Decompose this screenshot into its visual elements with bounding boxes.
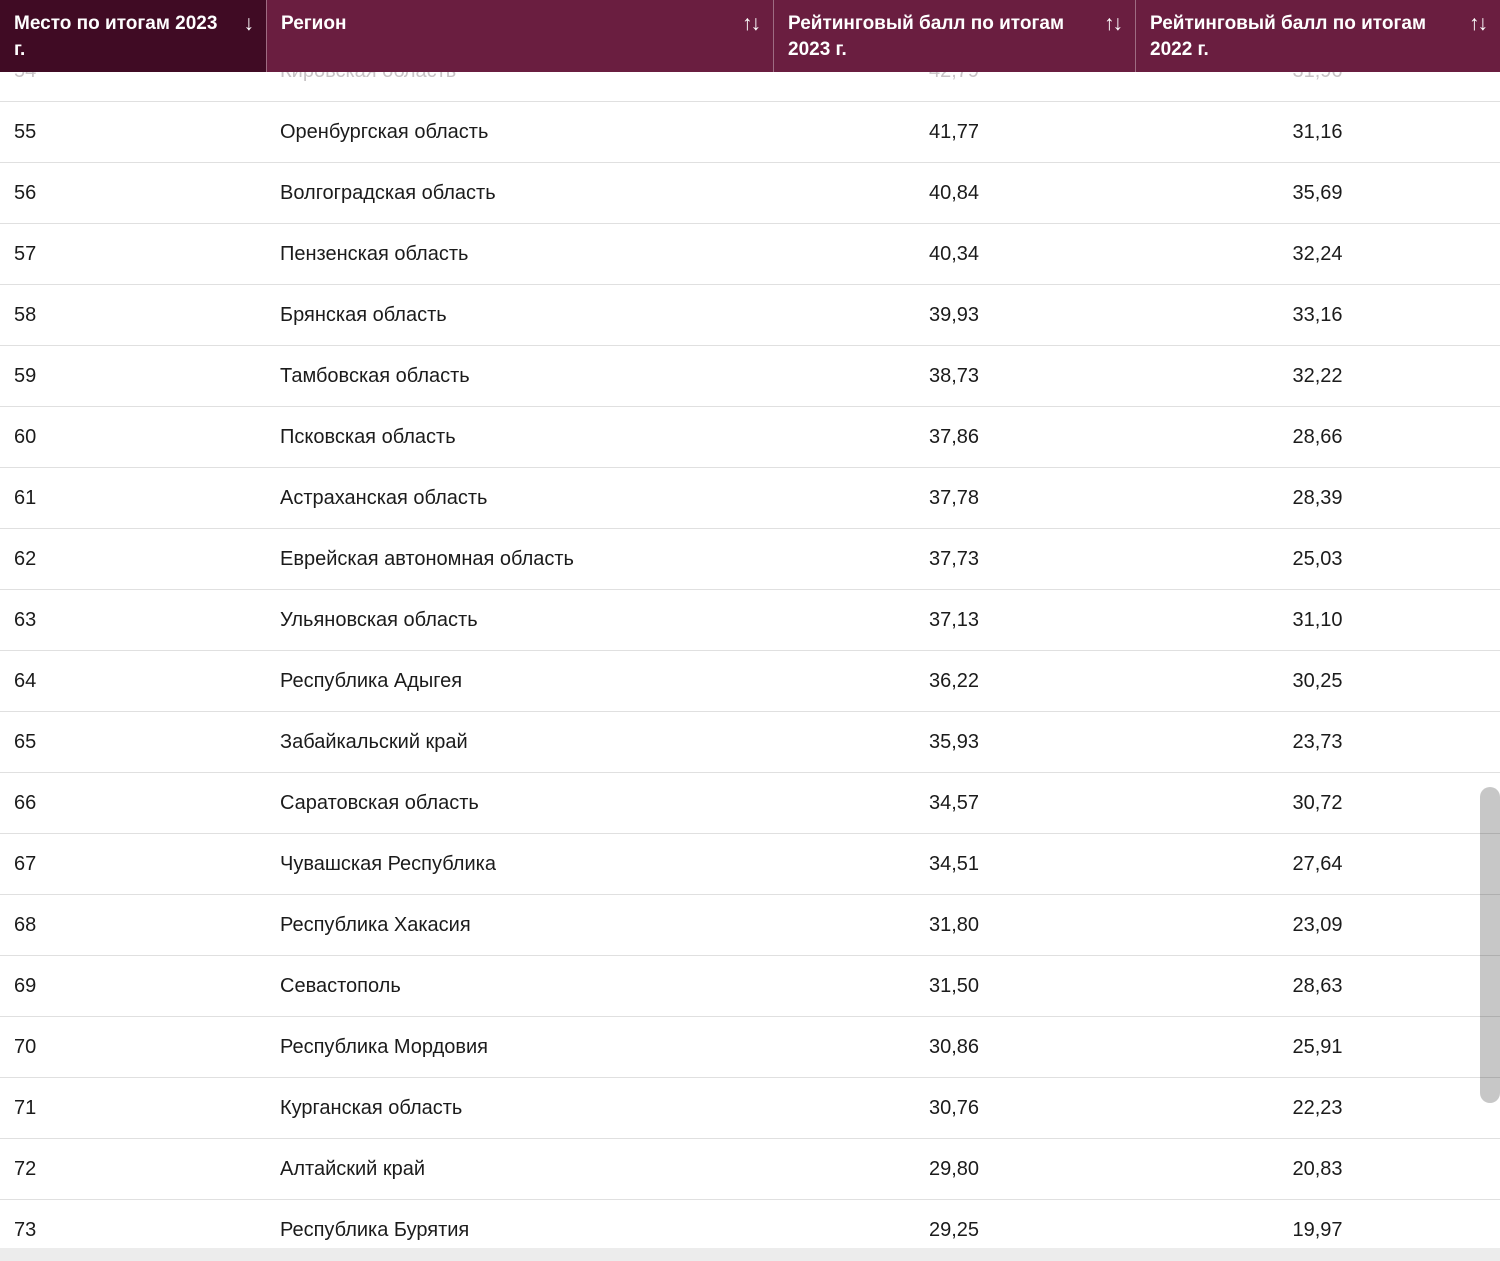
cell-region: Астраханская область — [280, 486, 488, 509]
cell-region: Псковская область — [280, 425, 456, 448]
cell-score-2022: 28,39 — [1292, 486, 1343, 509]
cell-place: 58 — [14, 303, 37, 326]
cell-score-2022: 30,25 — [1292, 669, 1343, 692]
cell-score-2022: 22,23 — [1292, 1096, 1343, 1119]
sort-arrows-icon[interactable]: ↑↓ — [1469, 12, 1486, 35]
cell-region: Еврейская автономная область — [280, 547, 574, 570]
cell-score-2022: 23,73 — [1292, 730, 1343, 753]
cell-score-2023: 37,78 — [928, 486, 980, 509]
cell-region: Оренбургская область — [280, 120, 489, 143]
cell-place: 56 — [14, 181, 37, 204]
cell-region: Республика Бурятия — [280, 1218, 470, 1241]
cell-score-2023: 31,50 — [928, 974, 980, 997]
cell-region: Ульяновская область — [280, 608, 478, 631]
table-row — [0, 407, 1500, 468]
cell-place: 69 — [14, 974, 37, 997]
cell-place: 65 — [14, 730, 37, 753]
header-cell-place[interactable] — [0, 0, 266, 72]
cell-region: Республика Хакасия — [280, 913, 471, 936]
cell-score-2022: 32,24 — [1292, 242, 1343, 265]
cell-place: 73 — [14, 1218, 37, 1241]
table-row — [0, 712, 1500, 773]
cell-region: Республика Мордовия — [280, 1035, 488, 1058]
cell-place: 66 — [14, 791, 37, 814]
cell-score-2022: 25,03 — [1292, 547, 1343, 570]
table-row — [0, 346, 1500, 407]
header-label: Рейтинговый балл по итогам 2023 г. — [788, 13, 1065, 60]
table-row — [0, 590, 1500, 651]
cell-score-2023: 41,77 — [928, 120, 980, 143]
table-row — [0, 1017, 1500, 1078]
cell-place: 61 — [14, 486, 37, 509]
cell-score-2023: 30,76 — [928, 1096, 980, 1119]
cell-region: Забайкальский край — [280, 730, 468, 753]
cell-score-2023: 36,22 — [928, 669, 980, 692]
table-row — [0, 1078, 1500, 1139]
sort-arrows-icon[interactable]: ↑↓ — [742, 12, 759, 35]
cell-score-2023: 29,80 — [928, 1157, 980, 1180]
cell-score-2022: 25,91 — [1292, 1035, 1343, 1058]
table-row — [0, 895, 1500, 956]
cell-score-2022: 28,63 — [1292, 974, 1343, 997]
cell-region: Пензенская область — [280, 242, 469, 265]
cell-region: Саратовская область — [280, 791, 479, 814]
cell-score-2023: 38,73 — [928, 364, 980, 387]
header-label: Рейтинговый балл по итогам 2022 г. — [1150, 13, 1427, 60]
sort-arrows-icon[interactable]: ↓ — [243, 12, 252, 35]
cell-score-2023: 29,25 — [928, 1218, 980, 1241]
cell-place: 64 — [14, 669, 37, 692]
cell-score-2023: 37,73 — [928, 547, 980, 570]
cell-place: 67 — [14, 852, 37, 875]
table-row — [0, 651, 1500, 712]
cell-place: 59 — [14, 364, 37, 387]
table-row — [0, 102, 1500, 163]
cell-place: 72 — [14, 1157, 37, 1180]
header-cell-score-2022[interactable] — [1135, 0, 1500, 72]
table-header — [0, 0, 1500, 72]
cell-score-2023: 34,51 — [928, 852, 980, 875]
cell-region: Республика Адыгея — [280, 669, 463, 692]
cell-region: Курганская область — [280, 1096, 463, 1119]
cell-place: 63 — [14, 608, 37, 631]
cell-score-2022: 31,16 — [1292, 120, 1343, 143]
cell-place: 60 — [14, 425, 37, 448]
cell-score-2022: 27,64 — [1292, 852, 1343, 875]
cell-score-2023: 34,57 — [928, 791, 980, 814]
table-row — [0, 224, 1500, 285]
cell-place: 55 — [14, 120, 37, 143]
cell-score-2022: 35,69 — [1292, 181, 1343, 204]
cell-score-2022: 32,22 — [1292, 364, 1343, 387]
cell-score-2022: 31,10 — [1292, 608, 1343, 631]
cell-score-2023: 40,84 — [928, 181, 980, 204]
cell-place: 71 — [14, 1096, 37, 1119]
cell-score-2022: 19,97 — [1292, 1218, 1343, 1241]
header-label: Место по итогам 2023 г. — [14, 13, 218, 60]
cell-place: 57 — [14, 242, 37, 265]
cell-score-2022: 28,66 — [1292, 425, 1343, 448]
cell-score-2022: 23,09 — [1292, 913, 1343, 936]
cell-score-2022: 33,16 — [1292, 303, 1343, 326]
cell-score-2023: 39,93 — [928, 303, 980, 326]
header-label: Регион — [281, 13, 347, 34]
header-cell-region[interactable] — [266, 0, 773, 72]
cell-region: Брянская область — [280, 303, 447, 326]
table-row — [0, 468, 1500, 529]
table-row — [0, 773, 1500, 834]
table-row — [0, 163, 1500, 224]
table-row — [0, 529, 1500, 590]
cell-region: Тамбовская область — [280, 364, 470, 387]
page-background-strip — [0, 1248, 1500, 1261]
cell-score-2023: 31,80 — [928, 913, 980, 936]
table-row — [0, 834, 1500, 895]
cell-region: Волгоградская область — [280, 181, 496, 204]
table-row — [0, 1139, 1500, 1200]
cell-score-2023: 35,93 — [928, 730, 980, 753]
cell-region: Алтайский край — [280, 1157, 426, 1180]
sort-arrows-icon[interactable]: ↑↓ — [1104, 12, 1121, 35]
cell-place: 68 — [14, 913, 37, 936]
vertical-scrollbar-thumb[interactable] — [1480, 787, 1500, 1103]
cell-score-2022: 20,83 — [1292, 1157, 1343, 1180]
table-body — [0, 41, 1500, 1261]
table-row — [0, 956, 1500, 1017]
cell-region: Чувашская Республика — [280, 852, 496, 875]
cell-score-2023: 40,34 — [928, 242, 980, 265]
cell-score-2023: 37,86 — [928, 425, 980, 448]
header-cell-score-2023[interactable] — [773, 0, 1135, 72]
cell-score-2022: 30,72 — [1292, 791, 1343, 814]
table-row — [0, 285, 1500, 346]
cell-place: 62 — [14, 547, 37, 570]
cell-place: 70 — [14, 1035, 37, 1058]
cell-score-2023: 37,13 — [928, 608, 980, 631]
cell-score-2023: 30,86 — [928, 1035, 980, 1058]
cell-region: Севастополь — [280, 974, 401, 997]
